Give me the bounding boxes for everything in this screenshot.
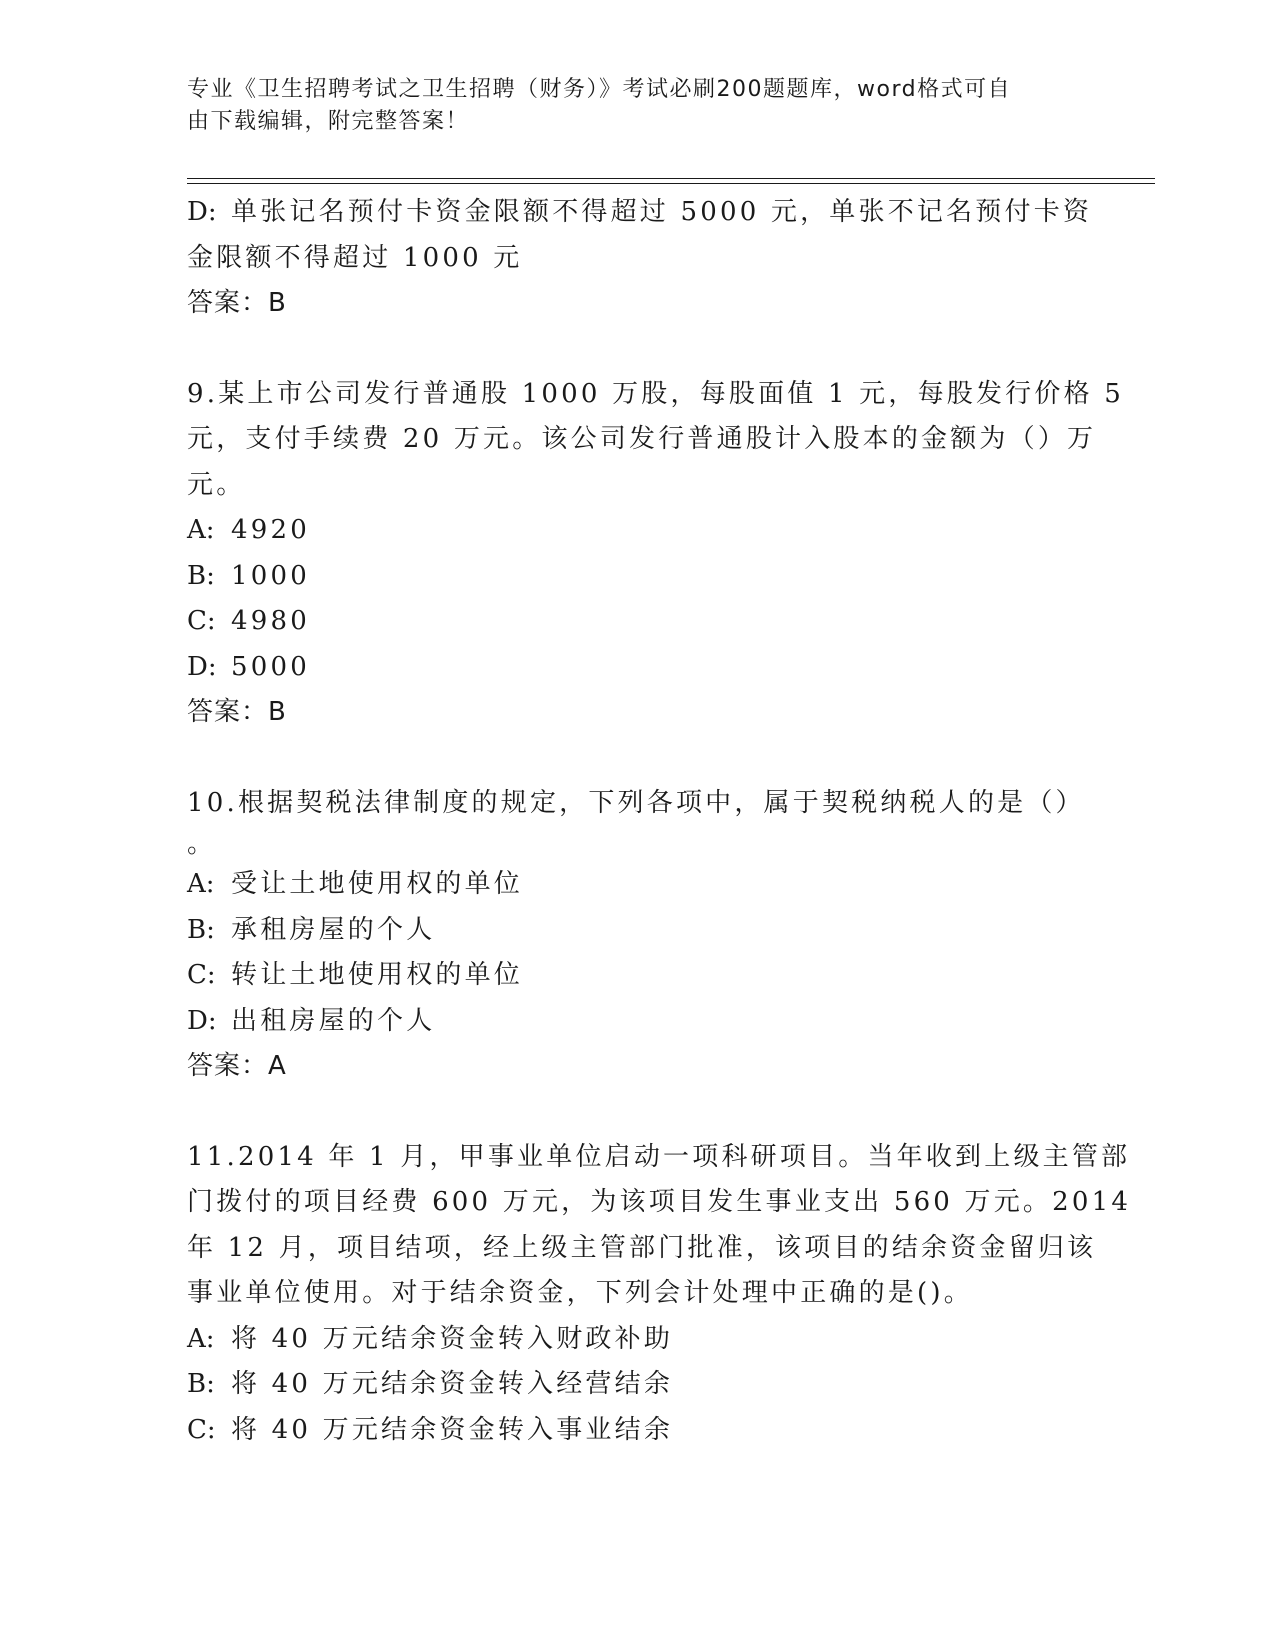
option-d (187, 645, 1087, 691)
option-text: 承租房屋的个人 (231, 914, 436, 945)
option-text: 4980 (231, 606, 310, 636)
option-d (187, 999, 1087, 1045)
option-d (187, 190, 1093, 236)
spacer (187, 736, 1087, 781)
question-10 (187, 781, 1087, 1090)
question-9 (187, 372, 1124, 736)
option-label: C: (187, 606, 216, 636)
option-b (187, 554, 1087, 600)
option-label: A: (187, 515, 215, 545)
option-c (187, 953, 1087, 999)
option-label: A: (187, 1323, 215, 1354)
document-header (187, 74, 1067, 138)
option-a (187, 1317, 1087, 1363)
option-label: D: (187, 651, 217, 682)
question-8-tail (187, 190, 1093, 327)
option-b (187, 1362, 1087, 1408)
option-label: A: (187, 869, 215, 899)
question-content (187, 190, 1132, 1453)
option-text: 单张记名预付卡资金限额不得超过 5000 元，单张不记名预付卡资 (231, 197, 1093, 227)
option-label: D: (187, 1005, 217, 1036)
option-label: B: (187, 1369, 215, 1399)
option-text: 出租房屋的个人 (231, 1005, 436, 1036)
question-stem-line: 年 12 月，项目结项，经上级主管部门批准，该项目的结余资金留归该 (187, 1232, 1097, 1263)
question-stem-line: 10.根据契税法律制度的规定，下列各项中，属于契税纳税人的是（） (187, 787, 1085, 818)
answer: 答案：B (187, 697, 287, 727)
option-text: 将 40 万元结余资金转入事业结余 (231, 1414, 674, 1445)
option-label: B: (187, 914, 215, 945)
question-11 (187, 1135, 1132, 1454)
option-c (187, 1408, 1087, 1454)
question-stem-line: 11.2014 年 1 月，甲事业单位启动一项科研项目。当年收到上级主管部 (187, 1141, 1131, 1172)
question-stem-line: 门拨付的项目经费 600 万元，为该项目发生事业支出 560 万元。2014 (187, 1187, 1132, 1217)
option-b (187, 908, 1087, 954)
question-stem-line: 元。 (187, 469, 246, 500)
option-text: 4920 (231, 515, 310, 545)
header-rule-top (187, 178, 1155, 179)
option-label: B: (187, 560, 215, 591)
header-line-2: 由下载编辑，附完整答案！ (187, 109, 470, 134)
option-text: 转让土地使用权的单位 (231, 960, 524, 990)
answer: 答案：B (187, 288, 287, 318)
question-stem-line: 元，支付手续费 20 万元。该公司发行普通股计入股本的金额为（）万 (187, 424, 1097, 454)
spacer (187, 1090, 1087, 1135)
option-a (187, 508, 1087, 554)
option-text: 5000 (231, 651, 310, 682)
option-a (187, 862, 1087, 908)
option-c (187, 599, 1087, 645)
option-d-continuation: 金限额不得超过 1000 元 (187, 242, 523, 273)
option-label: C: (187, 1414, 216, 1445)
question-stem-line: 。 (187, 829, 214, 859)
option-text: 将 40 万元结余资金转入财政补助 (231, 1323, 674, 1354)
option-label: D: (187, 197, 217, 227)
option-label: C: (187, 960, 216, 990)
option-text: 将 40 万元结余资金转入经营结余 (231, 1369, 674, 1399)
option-text: 1000 (231, 560, 310, 591)
spacer (187, 327, 1087, 372)
option-text: 受让土地使用权的单位 (231, 869, 524, 899)
header-line-1: 专业《卫生招聘考试之卫生招聘（财务）》考试必刷200题题库，word格式可自 (187, 77, 1012, 102)
answer: 答案：A (187, 1051, 287, 1081)
question-stem-line: 事业单位使用。对于结余资金，下列会计处理中正确的是()。 (187, 1278, 973, 1308)
question-stem-line: 9.某上市公司发行普通股 1000 万股，每股面值 1 元，每股发行价格 5 (187, 378, 1124, 409)
header-rule-bottom (187, 183, 1155, 184)
